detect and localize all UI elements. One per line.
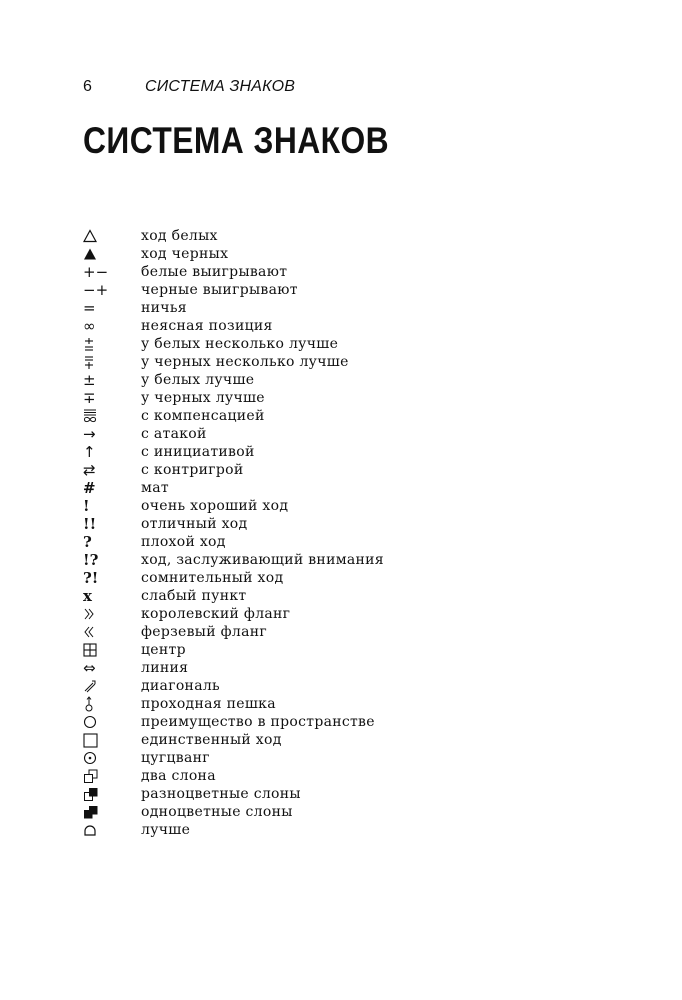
double-arrow-icon [83,659,141,677]
white-triangle-icon [83,227,141,245]
legend-row [83,821,384,839]
legend-row [83,245,384,263]
legend-text: белые выигрывают [141,264,288,280]
square-icon [83,731,141,749]
double-left-chevron-icon [83,623,141,641]
legend-text: черные выигрывают [141,282,298,298]
legend-row [83,353,384,371]
compensation-icon [83,407,141,425]
legend-text: диагональ [141,678,220,694]
legend-text: с контригрой [141,462,244,478]
legend-row [83,641,384,659]
legend-row [83,551,384,569]
counterplay-arrows-glyph: ⇄ [83,461,96,479]
legend-row [83,407,384,425]
double-arrow-glyph: ⇔ [83,659,96,677]
legend-text: два слона [141,768,216,784]
legend-text: одноцветные слоны [141,804,293,820]
legend-text: ход черных [141,246,229,262]
exclamation-question-glyph: !? [83,551,99,569]
legend-text: ход, заслуживающий внимания [141,552,384,568]
minus-plus-sign-glyph: ∓ [83,389,96,407]
legend-row [83,497,384,515]
legend-text: преимущество в пространстве [141,714,375,730]
legend-row [83,605,384,623]
right-arrow-icon [83,425,141,443]
question-exclamation-glyph: ?! [83,569,99,587]
legend-row [83,317,384,335]
plus-minus-glyph: +− [83,263,109,281]
legend-row [83,371,384,389]
legend-row [83,767,384,785]
legend-text: сомнительный ход [141,570,284,586]
legend-text: с компенсацией [141,408,265,424]
same-bishops-icon [83,803,141,821]
squared-plus-icon [83,641,141,659]
legend-text: разноцветные слоны [141,786,301,802]
equals-glyph: = [83,299,96,317]
legend-text: ферзевый фланг [141,624,267,640]
exclamation-icon [83,497,141,515]
plus-minus-sign-glyph: ± [83,371,96,389]
legend-row [83,263,384,281]
legend-text: проходная пешка [141,696,276,712]
legend-text: ничья [141,300,187,316]
legend-text: у черных несколько лучше [141,354,349,370]
legend-text: у белых лучше [141,372,255,388]
question-exclamation-icon [83,569,141,587]
exclamation-question-icon [83,551,141,569]
better-icon [83,821,141,839]
legend-row [83,749,384,767]
legend-row [83,695,384,713]
legend-row [83,281,384,299]
legend-text: мат [141,480,169,496]
counterplay-arrows-icon [83,461,141,479]
exclamation-glyph: ! [83,497,90,515]
legend-row [83,479,384,497]
circled-dot-icon [83,749,141,767]
legend-text: отличный ход [141,516,248,532]
legend-text: слабый пункт [141,588,247,604]
page-number: 6 [83,78,92,95]
minus-plus-glyph: −+ [83,281,109,299]
legend-text: ход белых [141,228,218,244]
running-title: СИСТЕМА ЗНАКОВ [145,78,296,95]
legend-row [83,623,384,641]
legend-row [83,569,384,587]
legend-text: лучше [141,822,191,838]
infinity-glyph: ∞ [83,317,96,335]
circle-icon [83,713,141,731]
two-bishops-icon [83,767,141,785]
legend-text: единственный ход [141,732,282,748]
minus-plus-icon [83,281,141,299]
legend-text: линия [141,660,189,676]
legend-text: центр [141,642,186,658]
plus-minus-sign-icon [83,371,141,389]
legend-text: с инициативой [141,444,255,460]
double-right-chevron-icon [83,605,141,623]
black-triangle-icon [83,245,141,263]
minus-plus-sign-icon [83,389,141,407]
question-glyph: ? [83,533,92,551]
right-arrow-glyph: → [83,425,96,443]
legend-text: у черных лучше [141,390,265,406]
up-arrow-icon [83,443,141,461]
legend-row [83,425,384,443]
legend-row [83,533,384,551]
legend-row [83,461,384,479]
page-header [83,77,295,97]
legend-row [83,515,384,533]
equals-icon [83,299,141,317]
legend-text: у белых несколько лучше [141,336,339,352]
legend-row [83,677,384,695]
hash-glyph: # [83,479,96,497]
opposite-bishops-icon [83,785,141,803]
diagonal-icon [83,677,141,695]
equals-over-plus-icon [83,353,141,371]
double-exclamation-glyph: !! [83,515,97,533]
cross-glyph: x [83,587,92,605]
cross-icon [83,587,141,605]
legend-row [83,803,384,821]
legend-text: с атакой [141,426,207,442]
double-exclamation-icon [83,515,141,533]
legend-text: очень хороший ход [141,498,289,514]
infinity-icon [83,317,141,335]
up-arrow-glyph: ↑ [83,443,96,461]
plus-minus-icon [83,263,141,281]
legend-text: королевский фланг [141,606,291,622]
legend-row [83,389,384,407]
legend-row [83,731,384,749]
legend-row [83,299,384,317]
hash-icon [83,479,141,497]
legend-text: плохой ход [141,534,226,550]
legend-row [83,713,384,731]
legend-text: цугцванг [141,750,210,766]
chapter-title: СИСТЕМА ЗНАКОВ [83,120,390,161]
legend-text: неясная позиция [141,318,273,334]
legend-row [83,587,384,605]
passed-pawn-icon [83,695,141,713]
legend-row [83,785,384,803]
plus-over-equals-icon [83,335,141,353]
legend-row [83,335,384,353]
legend-row [83,227,384,245]
legend-row [83,443,384,461]
legend-row [83,659,384,677]
question-icon [83,533,141,551]
symbol-legend [83,227,384,839]
